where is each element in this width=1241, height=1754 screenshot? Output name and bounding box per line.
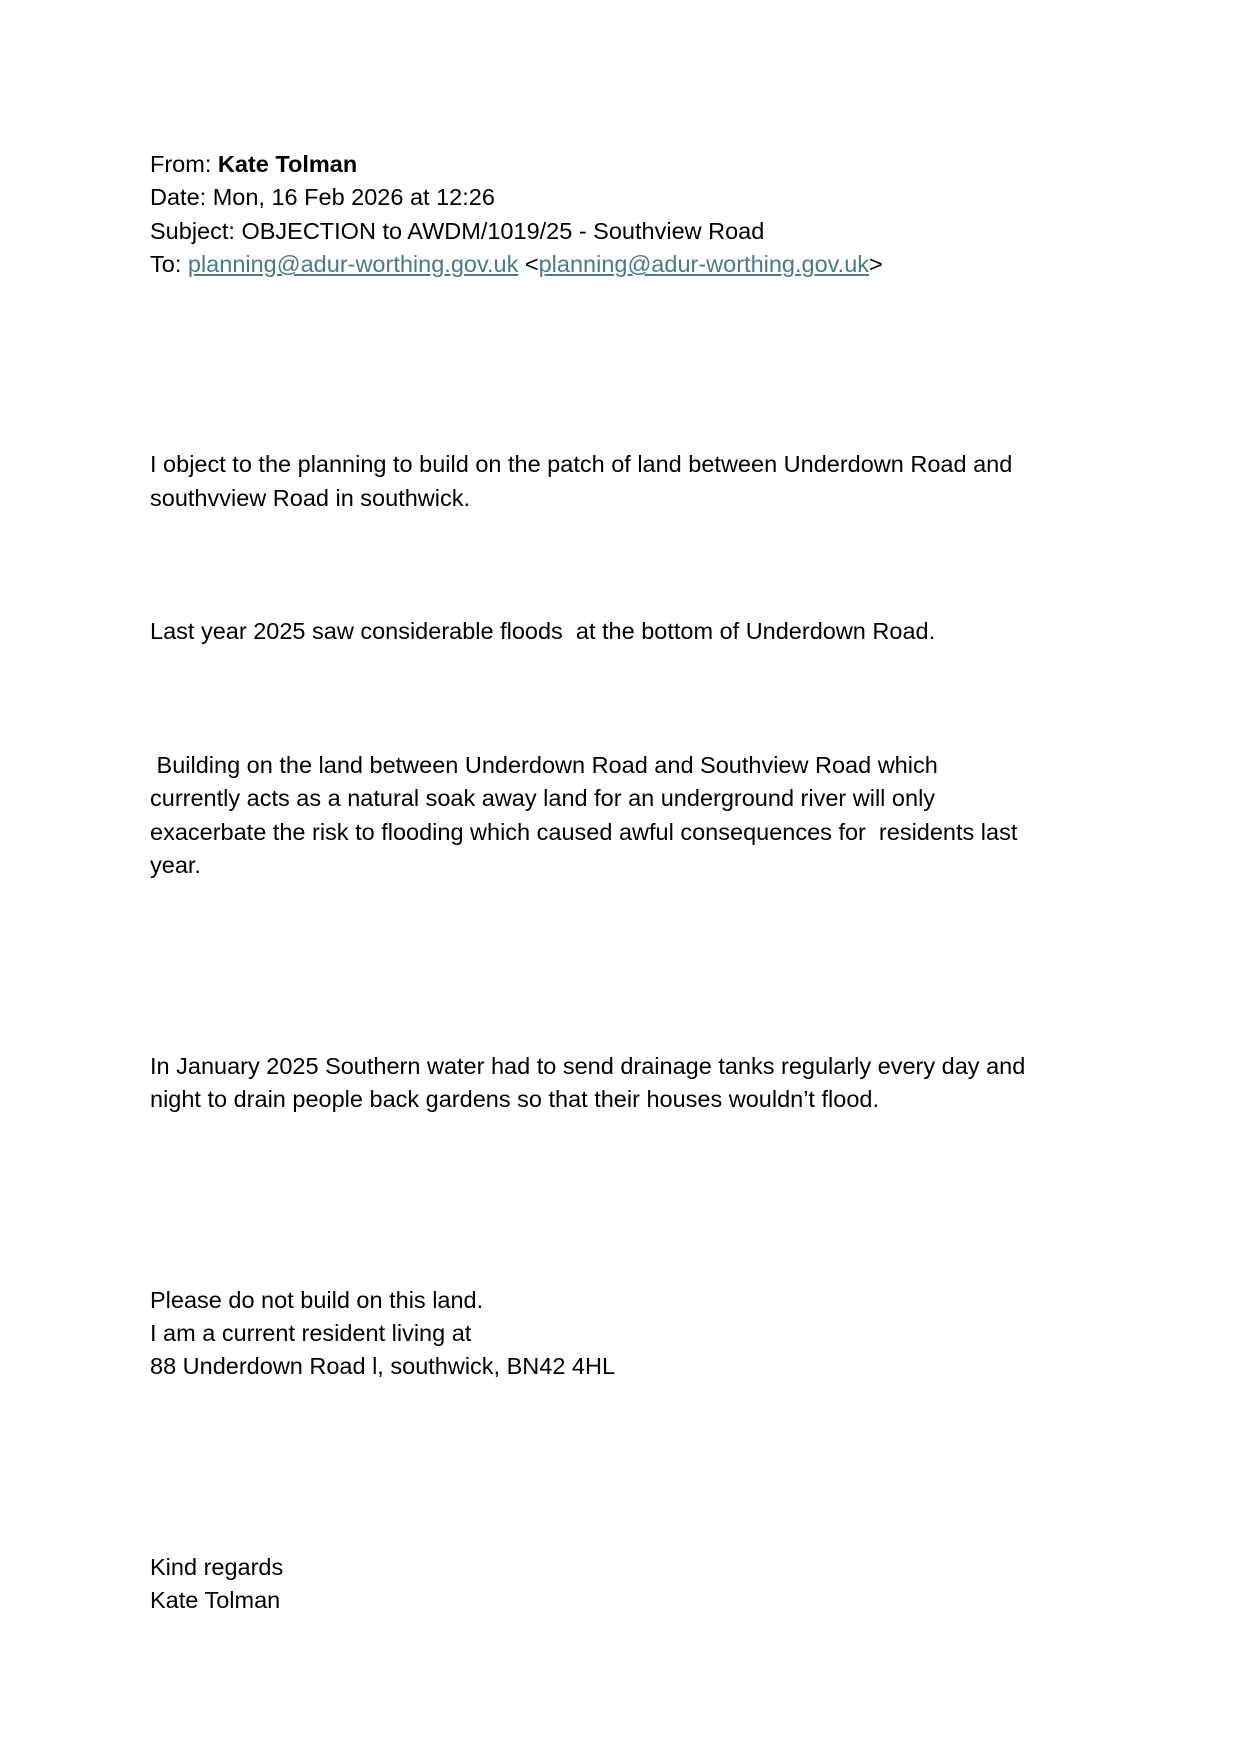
date-label: Date: bbox=[150, 184, 213, 211]
signature-name: Kate Tolman bbox=[150, 1587, 281, 1614]
paragraph-line: night to drain people back gardens so that their houses wouldn’t flood. bbox=[150, 1086, 879, 1113]
paragraph-line: southvview Road in southwick. bbox=[150, 484, 471, 511]
date-value: Mon, 16 Feb 2026 at 12:26 bbox=[212, 184, 495, 211]
paragraph-line: exacerbate the risk to flooding which caused awful consequences for residents last bbox=[150, 818, 1018, 845]
email-body bbox=[150, 382, 1110, 1685]
recipient-email-link[interactable]: planning@adur-worthing.gov.uk bbox=[187, 251, 519, 278]
paragraph-building-risk bbox=[150, 682, 1110, 949]
paragraph-line: In January 2025 Southern water had to send drainage tanks regularly every day and bbox=[150, 1052, 1026, 1079]
from-line bbox=[150, 148, 1110, 181]
recipient-bracket-open: < bbox=[518, 251, 539, 278]
paragraph-line: Please do not build on this land. bbox=[150, 1286, 484, 1313]
paragraph-line: currently acts as a natural soak away land for an underground river will only bbox=[150, 785, 936, 812]
paragraph-objection bbox=[150, 382, 1110, 582]
subject-value: OBJECTION to AWDM/1019/25 - Southview Road bbox=[241, 217, 765, 244]
to-line bbox=[150, 248, 1110, 281]
to-label: To: bbox=[150, 251, 188, 278]
recipient-bracket-close: > bbox=[869, 251, 883, 278]
recipient-email-link-bracketed[interactable]: planning@adur-worthing.gov.uk bbox=[538, 251, 870, 278]
paragraph-request-address bbox=[150, 1217, 1110, 1451]
paragraph-line: year. bbox=[150, 852, 201, 879]
subject-label: Subject: bbox=[150, 217, 242, 244]
paragraph-drainage bbox=[150, 983, 1110, 1183]
sender-name: Kate Tolman bbox=[217, 151, 358, 177]
email-header bbox=[150, 148, 1110, 282]
paragraph-line: Building on the land between Underdown Road and Southview Road which bbox=[150, 752, 938, 779]
subject-line bbox=[150, 215, 1110, 248]
sign-off bbox=[150, 1484, 1110, 1684]
paragraph-line: I am a current resident living at bbox=[150, 1319, 472, 1346]
paragraph-line: I object to the planning to build on the patch of land between Underdown Road and bbox=[150, 451, 1013, 478]
date-line bbox=[150, 181, 1110, 214]
email-document bbox=[150, 148, 1110, 1718]
closing-text: Kind regards bbox=[150, 1553, 284, 1580]
resident-address: 88 Underdown Road l, southwick, BN42 4HL bbox=[150, 1353, 616, 1380]
paragraph-floods: Last year 2025 saw considerable floods at the bottom of Underdown Road. bbox=[150, 618, 936, 645]
from-label: From: bbox=[150, 151, 218, 177]
